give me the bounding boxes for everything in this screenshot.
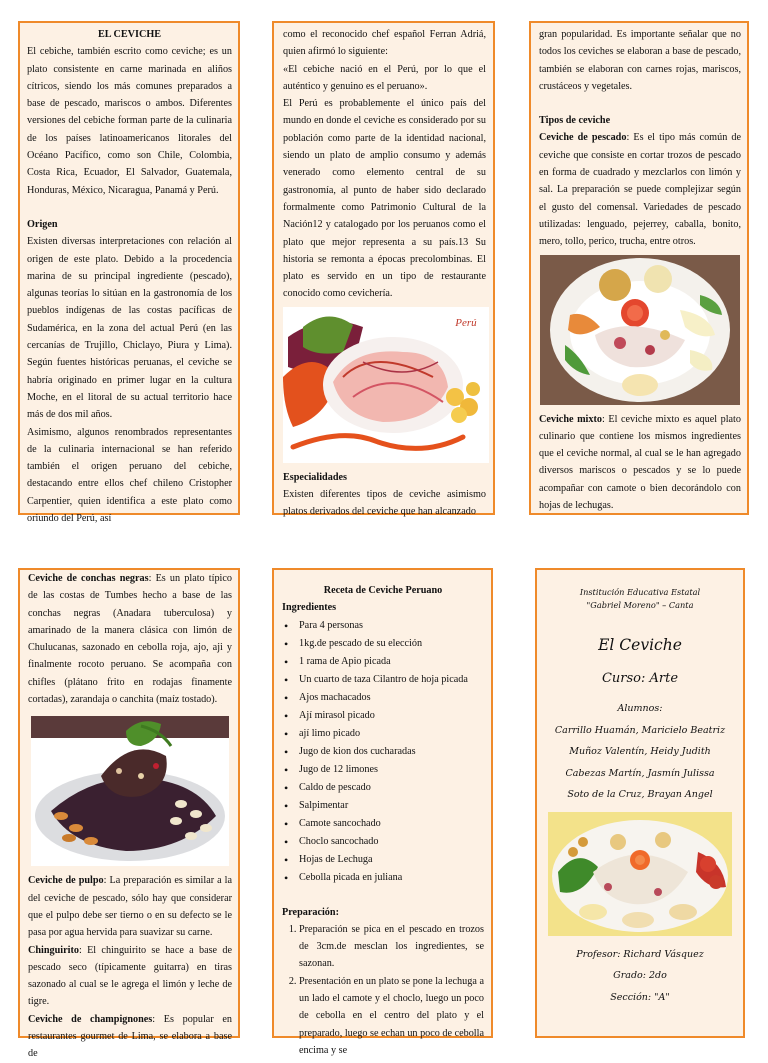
chinguirito-paragraph: Chinguirito: El chinguirito se hace a base de pescado seco (típicamente guitarra) en tiras sazonado al cual se le agrega el limón y leche de tigre. — [28, 944, 232, 1008]
history-paragraph-1: como el reconocido chef español Ferran Adriá, quien afirmó lo siguiente: — [283, 29, 486, 58]
list-item: • Camote sancochado — [282, 815, 484, 833]
grade-label: Grado: 2do — [613, 970, 667, 981]
champignones-paragraph: Ceviche de champignones: Es popular en restaurantes gourmet de Lima, se elabora a base de — [28, 1013, 232, 1060]
section-title: EL CEVICHE — [97, 29, 162, 40]
student-name: Soto de la Cruz, Brayan Angel — [567, 789, 713, 800]
student-name: Carrillo Huamán, Maricielo Beatriz — [554, 724, 726, 736]
quote-paragraph: «El cebiche nació en el Perú, por lo que el auténtico y genuino es el peruano». — [283, 63, 486, 92]
history-paragraph-2: El Perú es probablemente el único país del mundo en donde el ceviche es considerado por su población como parte de la identidad nacional, siendo un plato de amplio consumo y además venerado como elemento central de su gastronomía, al punto de haber sido declarado formalmente como Patrimonio Cultural de la Nación12 y catalogado por los peruanos como el plato que mejor representa a su país.13 Su historia se remonta a épocas precolombinas. El plato es servido en un tipo de restaurante conocido como cevichería. — [283, 98, 486, 300]
list-item: • Cebolla picada en juliana — [282, 869, 484, 887]
panel-specialties — [18, 568, 240, 1060]
panel-ceviche-intro — [18, 21, 240, 525]
specialties-heading: Especialidades — [283, 471, 347, 483]
chinguirito-label: Chinguirito — [28, 944, 79, 956]
cover-ceviche-photo — [548, 812, 732, 936]
list-item: • Choclo sancochado — [282, 833, 484, 851]
list-item: • Jugo de 12 limones — [282, 761, 484, 779]
ingredients-list — [282, 617, 484, 887]
panel-recipe — [272, 568, 493, 1056]
specialties-paragraph: Existen diferentes tipos de ceviche asimismo platos derivados del ceviche que han alcanzado — [283, 489, 486, 518]
panel-types — [529, 21, 749, 515]
preparation-heading: Preparación: — [282, 906, 339, 918]
mixed-ceviche-label: Ceviche mixto — [539, 413, 602, 425]
cover-title: El Ceviche — [598, 636, 682, 654]
list-item: 1. Preparación se pica en el pescado en trozos de 3cm.de mesclan los ingredientes, se sazonan. — [299, 921, 484, 973]
list-item: • Un cuarto de taza Cilantro de hoja picada — [282, 671, 484, 689]
student-name: Muñoz Valentín, Heidy Judith — [569, 746, 711, 757]
origin-paragraph-2: Asimismo, algunos renombrados representantes de la culinaria internacional se han referido también el origen peruano del cebiche, destacando entre ellos chef chileno Cristopher Carpentier, quien identifica a este plato como oriundo del Perú, así — [27, 426, 232, 525]
ingredients-heading: Ingredientes — [282, 602, 337, 614]
panel-history — [272, 21, 495, 518]
list-item: • Salpimentar — [282, 797, 484, 815]
preparation-steps — [282, 921, 484, 1059]
panel-cover — [535, 568, 745, 1038]
students-heading: Alumnos: — [617, 703, 663, 714]
section-label: Sección: "A" — [610, 991, 670, 1003]
mixed-ceviche-photo — [540, 255, 740, 405]
conchas-paragraph: Ceviche de conchas negras: Es un plato típico de las costas de Tumbes hecho a base de las conchas negras (Anadara tuberculosa) y amarinado de la manera clásica con limón de Chulucanas, sazonado en cebolla roja, ajo, aji y finalmente rocoto peruano. Se acompaña con chifles (plátano frito en rodajas finamente cortadas), zarandaja o canchita (maíz tostado). — [28, 573, 232, 706]
mixed-ceviche-paragraph: Ceviche mixto: El ceviche mixto es aquel plato culinario que contiene los mismos ingredientes que el ceviche normal, al cual se le han agregado diversos mariscos o pescados y se lo puede acompañar con camote o bien decorándolo con hojas de lechugas. — [539, 413, 741, 512]
teacher-name: Profesor: Richard Vásquez — [576, 948, 704, 960]
list-item: • Jugo de kion dos cucharadas — [282, 743, 484, 761]
conchas-negras-photo — [31, 716, 229, 866]
school-location: "Gabriel Moreno" – Canta — [586, 600, 694, 610]
student-name: Cabezas Martín, Jasmín Julissa — [565, 767, 715, 779]
course-label: Curso: Arte — [601, 671, 679, 686]
conchas-label: Ceviche de conchas negras — [28, 573, 149, 584]
intro-paragraph: El cebiche, también escrito como ceviche; es un plato consistente en carne marinada en aliños cítricos, siendo los más comunes preparados a base de pescado, mariscos o ambos. Diferentes versiones del cebiche forman parte de la culinaria de los países latinoamericanos litorales del Océano Pacífico, como son Chile, Colombia, Costa Rica, Ecuador, El Salvador, Guatemala, Honduras, México, Nicaragua, Panamá y Perú. — [27, 46, 232, 196]
list-item: 2. Presentación en un plato se pone la lechuga a un lado el camote y el choclo, luego un poco de cebolla en el centro del plato y el preparado, luego se echan un poco de cebolla encima y se — [299, 973, 484, 1059]
list-item: • 1 rama de Apio picada — [282, 653, 484, 671]
list-item: • Ají mirasol picado — [282, 707, 484, 725]
list-item: • Hojas de Lechuga — [282, 851, 484, 869]
recipe-title: Receta de Ceviche Peruano — [323, 585, 443, 596]
list-item: • ají limo picado — [282, 725, 484, 743]
types-intro-paragraph: gran popularidad. Es importante señalar que no todos los ceviches se elaboran a base de pescado, también se elaboran con carnes rojas, mariscos, crustáceos y vegetales. — [539, 29, 741, 92]
fish-ceviche-label: Ceviche de pescado — [539, 132, 627, 144]
ceviche-photo — [283, 307, 489, 463]
list-item: • Para 4 personas — [282, 617, 484, 635]
watermark-text: Perú — [455, 316, 477, 329]
champignones-label: Ceviche de champignones — [28, 1013, 153, 1025]
fish-ceviche-paragraph: Ceviche de pescado: Es el tipo más común de ceviche que consiste en cortar trozos de pescado en forma de cuadrado y mezclarlos con limón y sal. La preparación se puede complejizar según el gusto del comensal. Variedades de pescado utilizadas: lenguado, pejerrey, caballa, bonito, mero, tollo, perico, trucha, entre otros. — [539, 132, 741, 248]
origin-heading: Origen — [27, 218, 58, 230]
pulpo-label: Ceviche de pulpo — [28, 875, 104, 887]
list-item: • Caldo de pescado — [282, 779, 484, 797]
origin-paragraph-1: Existen diversas interpretaciones con relación al origen de este plato. Debido a la procedencia marina de su principal ingrediente (pescado), algunas teorías lo sitúan en la gastronomía de los pueblos indígenas de las costas pacíficas de Sudamérica, en la zona del actual Perú (en las cercanías de Trujillo, Chiclayo, Piura y Lima). Según fuentes históricas peruanas, el ceviche se habría originado en primer lugar en la cultura Moche, en el litoral de su actual territorio hace más de dos mil años. — [27, 236, 232, 421]
list-item: • Ajos machacados — [282, 689, 484, 707]
types-heading: Tipos de ceviche — [539, 115, 611, 127]
pulpo-paragraph: Ceviche de pulpo: La preparación es similar a la del ceviche de pescado, sólo hay que considerar que el pulpo debe ser tierno o en su defecto se le pasa por agua hervida para suavizar su carne. — [28, 875, 232, 939]
list-item: • 1kg.de pescado de su elección — [282, 635, 484, 653]
school-name: Institución Educativa Estatal — [579, 587, 701, 597]
